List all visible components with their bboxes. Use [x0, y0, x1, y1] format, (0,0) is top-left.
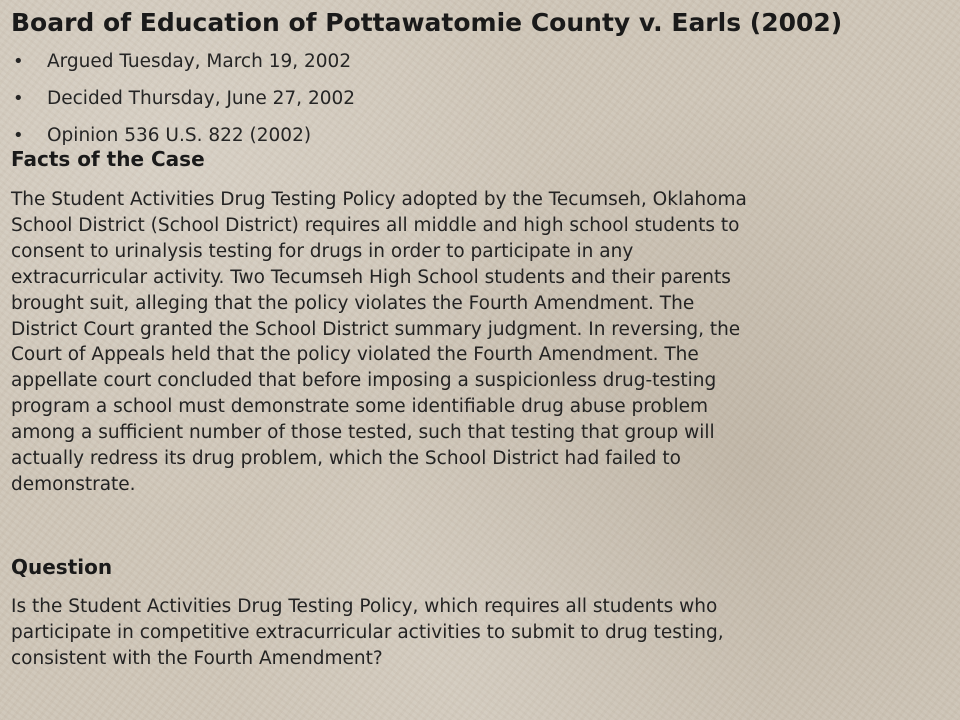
facts-line: District Court granted the School District summary judgment. In reversing, the [11, 318, 741, 340]
bullet-icon: • [13, 125, 24, 146]
facts-line: demonstrate. [11, 473, 136, 495]
facts-line: consent to urinalysis testing for drugs in order to participate in any [11, 240, 634, 262]
facts-heading: Facts of the Case [11, 147, 205, 171]
facts-line: Court of Appeals held that the policy violated the Fourth Amendment. The [11, 344, 699, 366]
bullet-icon: • [13, 88, 24, 109]
question-line: Is the Student Activities Drug Testing Policy, which requires all students who [11, 596, 718, 617]
facts-line: actually redress its drug problem, which the School District had failed to [11, 448, 681, 470]
facts-line: among a sufficient number of those tested, such that testing that group will [11, 422, 715, 444]
facts-line: The Student Activities Drug Testing Policy adopted by the Tecumseh, Oklahoma [11, 189, 747, 210]
facts-line: appellate court concluded that before imposing a suspicionless drug-testing [11, 370, 717, 392]
list-item [0, 47, 940, 84]
case-details-list [0, 47, 940, 158]
facts-paragraph [11, 187, 951, 498]
opinion-citation: Opinion 536 U.S. 822 (2002) [47, 125, 312, 146]
list-item [0, 84, 940, 121]
argued-date: Argued Tuesday, March 19, 2002 [47, 51, 352, 72]
case-title: Board of Education of Pottawatomie County v. Earls (2002) [11, 8, 843, 37]
question-heading: Question [11, 555, 113, 579]
facts-line: School District (School District) requires all middle and high school students to [11, 214, 740, 236]
question-line: consistent with the Fourth Amendment? [11, 647, 383, 669]
question-line: participate in competitive extracurricular activities to submit to drug testing, [11, 621, 724, 643]
facts-line: extracurricular activity. Two Tecumseh High School students and their parents [11, 266, 731, 288]
decided-date: Decided Thursday, June 27, 2002 [47, 88, 356, 109]
facts-line: program a school must demonstrate some identifiable drug abuse problem [11, 396, 709, 418]
facts-line: brought suit, alleging that the policy violates the Fourth Amendment. The [11, 292, 695, 314]
question-paragraph [11, 594, 951, 672]
bullet-icon: • [13, 51, 24, 72]
